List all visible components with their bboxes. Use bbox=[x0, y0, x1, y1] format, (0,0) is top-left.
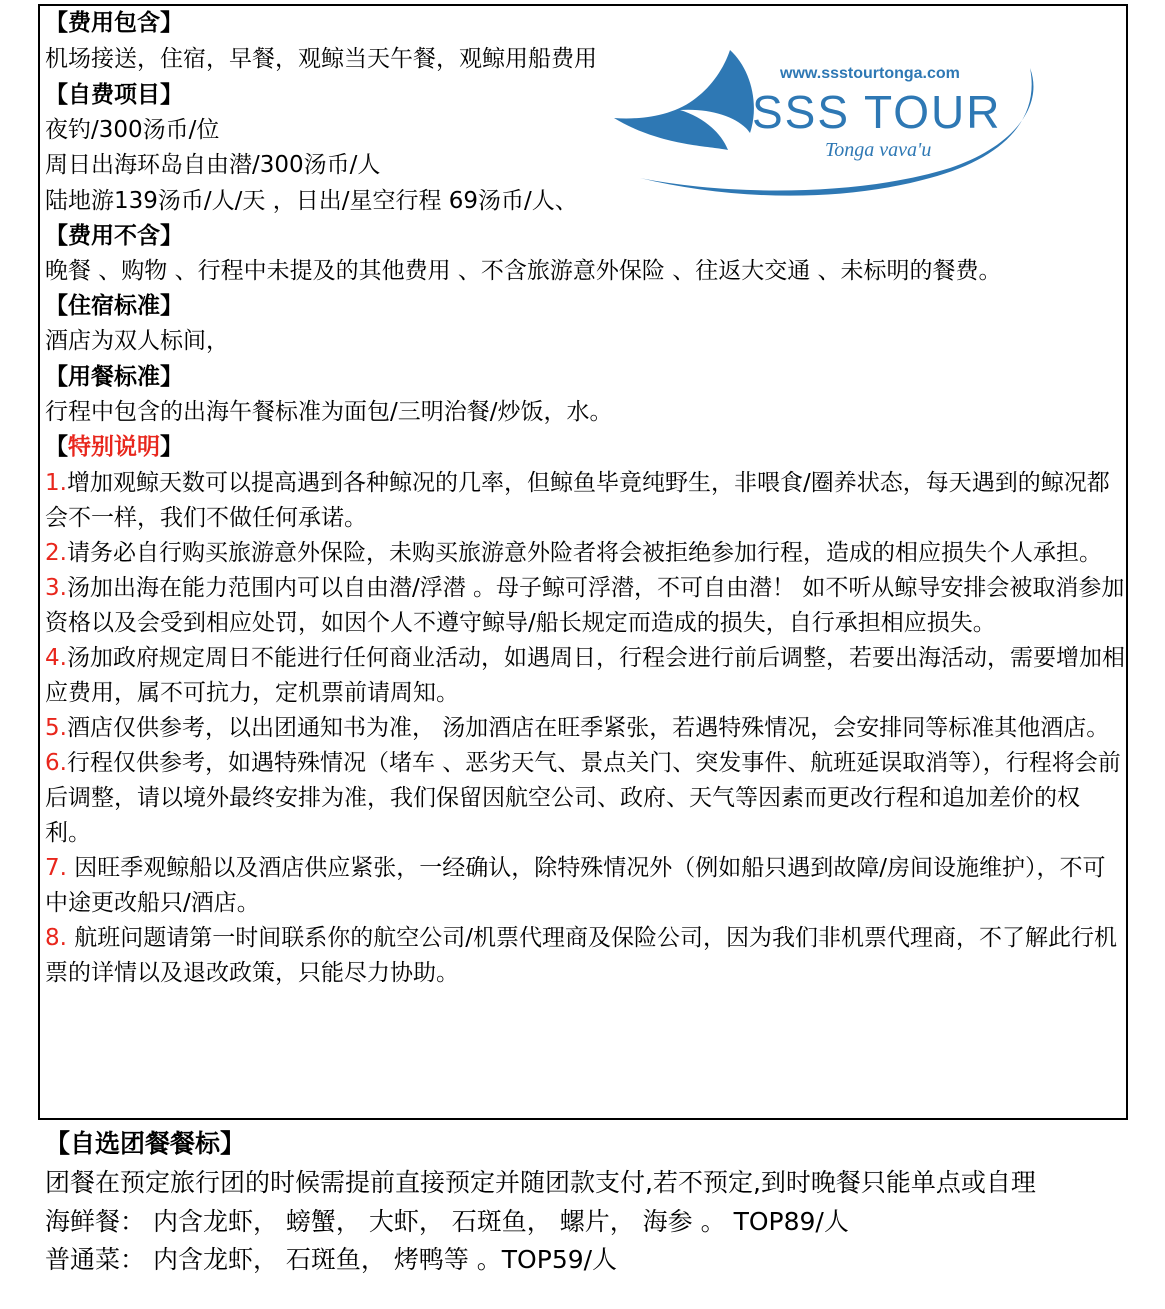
note-item bbox=[45, 571, 1125, 641]
heading-meals: 【用餐标准】 bbox=[45, 364, 183, 390]
fee-included-line: 机场接送，住宿，早餐，观鲸当天午餐，观鲸用船费用 bbox=[45, 46, 597, 72]
note-number: 2. bbox=[45, 540, 67, 566]
logo-url: www.ssstourtonga.com bbox=[780, 65, 960, 82]
group-meal-regular: 普通菜： 内含龙虾， 石斑鱼， 烤鸭等 。TOP59/人 bbox=[45, 1245, 618, 1274]
note-number: 8. bbox=[45, 925, 67, 951]
special-notes-list bbox=[45, 466, 1125, 991]
logo-tagline: Tonga vava'u bbox=[825, 139, 932, 161]
note-item bbox=[45, 641, 1125, 711]
group-meal-intro: 团餐在预定旅行团的时候需提前直接预定并随团款支付,若不预定,到时晚餐只能单点或自理 bbox=[45, 1168, 1036, 1197]
note-item bbox=[45, 466, 1125, 536]
note-number: 6. bbox=[45, 750, 67, 776]
self-paid-line: 陆地游139汤币/人/天 ，日出/星空行程 69汤币/人、 bbox=[45, 188, 578, 214]
meals-line: 行程中包含的出海午餐标准为面包/三明治餐/炒饭，水。 bbox=[45, 399, 613, 425]
lodging-line: 酒店为双人标间， bbox=[45, 328, 229, 354]
whale-tail-icon bbox=[614, 50, 754, 150]
note-text: 航班问题请第一时间联系你的航空公司/机票代理商及保险公司，因为我们非机票代理商，不了解此行机票的详情以及退改政策，只能尽力协助。 bbox=[45, 925, 1118, 986]
heading-special bbox=[45, 432, 183, 462]
logo-brand: SSS TOUR bbox=[752, 86, 1002, 138]
heading-bracket-close: 】 bbox=[160, 434, 183, 460]
fee-excluded-line: 晚餐 、购物 、行程中未提及的其他费用 、不含旅游意外保险 、往返大交通 、未标明的餐费。 bbox=[45, 258, 1002, 284]
note-text: 汤加出海在能力范围内可以自由潜/浮潜 。母子鲸可浮潜，不可自由潜！ 如不听从鲸导安排会被取消参加资格以及会受到相应处罚，如因个人不遵守鲸导/船长规定而造成的损失，自行承担相应损失。 bbox=[45, 575, 1125, 636]
note-number: 7. bbox=[45, 855, 67, 881]
heading-lodging: 【住宿标准】 bbox=[45, 293, 183, 319]
note-text: 汤加政府规定周日不能进行任何商业活动，如遇周日，行程会进行前后调整，若要出海活动，需要增加相应费用，属不可抗力，定机票前请周知。 bbox=[45, 645, 1125, 706]
note-item bbox=[45, 746, 1125, 851]
note-number: 5. bbox=[45, 715, 67, 741]
note-text: 请务必自行购买旅游意外保险，未购买旅游意外险者将会被拒绝参加行程，造成的相应损失个人承担。 bbox=[66, 540, 1102, 566]
note-text: 行程仅供参考，如遇特殊情况（堵车 、恶劣天气、景点关门、突发事件、航班延误取消等），行程将会前后调整，请以境外最终安排为准，我们保留因航空公司、政府、天气等因素而更改行程和追加差价的权利。 bbox=[45, 750, 1121, 846]
note-item bbox=[45, 851, 1125, 921]
heading-special-text: 特别说明 bbox=[68, 434, 160, 460]
heading-self-paid: 【自费项目】 bbox=[45, 82, 183, 108]
heading-group-meal: 【自选团餐餐标】 bbox=[45, 1129, 246, 1158]
note-text: 因旺季观鲸船以及酒店供应紧张，一经确认，除特殊情况外（例如船只遇到故障/房间设施维护），不可中途更改船只/酒店。 bbox=[45, 855, 1106, 916]
note-item bbox=[45, 921, 1125, 991]
note-number: 1. bbox=[45, 470, 67, 496]
heading-bracket-open: 【 bbox=[45, 434, 68, 460]
note-item bbox=[45, 536, 1125, 571]
heading-fee-excluded: 【费用不含】 bbox=[45, 223, 183, 249]
note-number: 4. bbox=[45, 645, 67, 671]
note-text: 增加观鲸天数可以提高遇到各种鲸况的几率，但鲸鱼毕竟纯野生，非喂食/圈养状态，每天遇到的鲸况都会不一样，我们不做任何承诺。 bbox=[45, 470, 1110, 531]
note-number: 3. bbox=[45, 575, 67, 601]
note-item bbox=[45, 711, 1125, 746]
self-paid-line: 周日出海环岛自由潜/300汤币/人 bbox=[45, 152, 381, 178]
sss-tour-logo bbox=[600, 28, 1060, 208]
group-meal-seafood: 海鲜餐： 内含龙虾， 螃蟹， 大虾， 石斑鱼， 螺片， 海参 。 TOP89/人 bbox=[45, 1207, 849, 1236]
heading-fee-included: 【费用包含】 bbox=[45, 10, 183, 36]
note-text: 酒店仅供参考，以出团通知书为准， 汤加酒店在旺季紧张，若遇特殊情况，会安排同等标准其他酒店。 bbox=[66, 715, 1110, 741]
self-paid-line: 夜钓/300汤币/位 bbox=[45, 117, 220, 143]
